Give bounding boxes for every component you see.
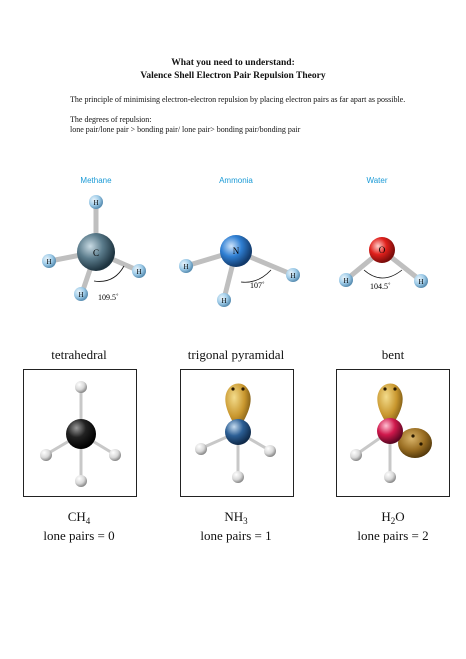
methane-model: [36, 186, 191, 316]
degrees-block: [70, 115, 410, 136]
lone-pairs-water: lone pairs = 2: [357, 528, 429, 543]
formula-methane: $CH_4$: [67, 509, 91, 526]
hydrogen-symbol: H: [221, 297, 227, 305]
ammonia-model: [176, 186, 331, 316]
title-line-1: What you need to understand:: [171, 58, 295, 68]
hydrogen-atom: [350, 449, 362, 461]
lone-pair-electron: [383, 387, 386, 390]
bond-angle-arc: [364, 270, 402, 278]
oxygen-atom: [377, 418, 403, 444]
hydrogen-symbol: H: [343, 277, 349, 285]
lone-pair-electron: [231, 387, 234, 390]
bond-angle-label: 107˚: [250, 281, 265, 290]
hydrogen-symbol: H: [78, 291, 84, 299]
hydrogen-atom: [195, 443, 207, 455]
hydrogen-symbol: H: [418, 278, 424, 286]
lone-pair-electron: [411, 434, 414, 437]
shape-name-water: bent: [381, 347, 405, 362]
hydrogen-atom: [75, 475, 87, 487]
degrees-order: lone pair/lone pair > bonding pair/ lone pair> bonding pair/bonding pair: [70, 125, 301, 134]
bond-angle-label: 109.5˚: [98, 293, 119, 302]
central-atom-symbol: C: [92, 248, 100, 258]
lone-pair-electron: [419, 442, 422, 445]
hydrogen-symbol: H: [183, 263, 189, 271]
hydrogen-symbol: H: [136, 268, 142, 276]
water-vsepr-model: [337, 370, 448, 495]
lone-pair-electron: [393, 387, 396, 390]
methane-label: Methane: [80, 176, 112, 185]
lone-pair-lobe: [398, 428, 432, 458]
lone-pairs-methane: lone pairs = 0: [43, 528, 115, 543]
central-atom-symbol: O: [378, 245, 386, 255]
shape-name-ammonia: trigonal pyramidal: [187, 347, 285, 362]
water-model: [317, 186, 466, 316]
nitrogen-atom: [225, 419, 251, 445]
shape-name-methane: tetrahedral: [51, 347, 107, 362]
hydrogen-atom: [109, 449, 121, 461]
formula-water: $H_2O$: [381, 509, 405, 526]
lone-pair-electron: [241, 387, 244, 390]
hydrogen-atom: [264, 445, 276, 457]
ammonia-vsepr-frame: [180, 369, 294, 497]
hydrogen-symbol: H: [46, 258, 52, 266]
page-title: [0, 57, 466, 83]
formula-ammonia: $NH_3$: [224, 509, 248, 526]
hydrogen-atom: [384, 471, 396, 483]
hydrogen-atom: [232, 471, 244, 483]
hydrogen-atom: [40, 449, 52, 461]
bond-angle-label: 104.5˚: [370, 282, 391, 291]
water-vsepr-frame: [336, 369, 450, 497]
methane-vsepr-model: [24, 370, 135, 495]
ammonia-label: Ammonia: [219, 176, 253, 185]
ammonia-vsepr-model: [181, 370, 292, 495]
degrees-heading: The degrees of repulsion:: [70, 114, 152, 124]
carbon-atom: [66, 419, 96, 449]
central-atom-symbol: N: [232, 246, 240, 256]
water-label: Water: [366, 176, 388, 185]
hydrogen-symbol: H: [93, 199, 99, 207]
lone-pairs-ammonia: lone pairs = 1: [200, 528, 272, 543]
title-line-2: Valence Shell Electron Pair Repulsion Theory: [140, 71, 326, 81]
hydrogen-atom: [75, 381, 87, 393]
hydrogen-symbol: H: [290, 272, 296, 280]
principle-text: The principle of minimising electron-electron repulsion by placing electron pairs as far apart as possible.: [70, 95, 406, 104]
intro-text: [70, 95, 410, 145]
methane-vsepr-frame: [23, 369, 137, 497]
